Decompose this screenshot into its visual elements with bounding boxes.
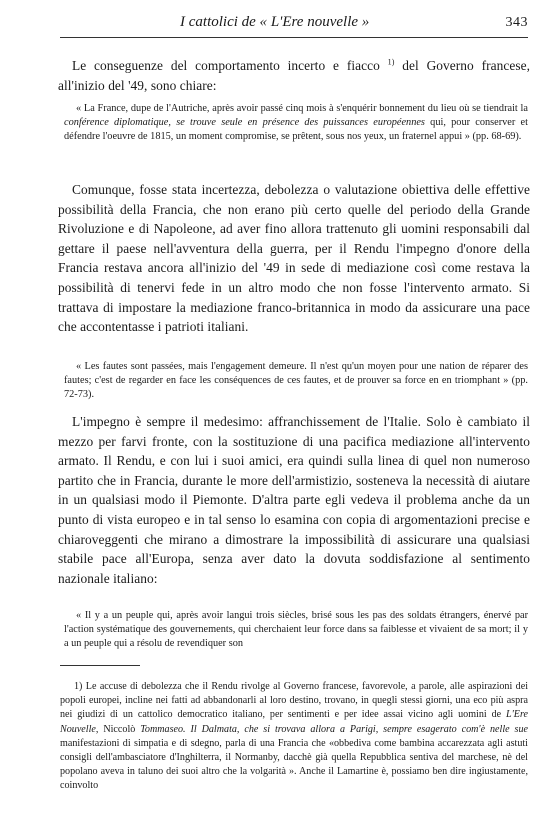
footnote — [60, 680, 528, 794]
header-rule — [60, 37, 528, 38]
paragraph-1-rest: del Governo francese, all'inizio del '49, sono chiare: — [58, 58, 530, 93]
quote-1-part-b: qui, pour conserver et défendre l'oeuvre de 1815, un moment compromise, se prêtent, sous nos yeux, un fraternel appui » (pp. 68-69). — [64, 117, 528, 143]
footnote-part-a: Le accuse di debolezza che il Rendu rivolge al Governo francese, favorevole, a parole, alle aspirazioni dei popoli europei, incline nei fatti ad abbandonarli al loro destino, trovano, in quegli stessi giorni, una eco più aspra nei giudizi di un cattolico democratico italiano, per sentimenti e per idee assai vicino agli uomini de — [60, 681, 528, 721]
paragraph-2: Comunque, fosse stata incertezza, debolezza o valutazione obiettiva delle effettive possibilità della Francia, che non erano più certo quelle del periodo della Grande Rivoluzione e di Napoleone, ad aver fino allora trattenuto gli uomini responsabili dal gettare il paese nell'avventura della guerra, per il Rendu l'impegno d'onore della Francia restava ancora all'inizio del '49 in sede di mediazione così come restava la possibilità di tenervi fede in un altro modo che non fosse l'intervento armato. Si trattava di impostare la mediazione franco-britannica in modo da assicurare una pace che accontentasse i patrioti italiani. — [58, 182, 530, 335]
footnote-italic-2: Tommaseo. Il Dalmata, che si trovava allora a Parigi, sempre esagerato com'è nelle sue — [140, 723, 529, 735]
page-number: 343 — [505, 15, 528, 30]
paragraph-3: L'impegno è sempre il medesimo: affranchissement de l'Italie. Solo è cambiato il mezzo per farvi fronte, con la sostituzione di una pacifica mediazione all'intervento armato. Il Rendu, e con lui i suoi amici, era quindi sulla linea di quel non numeroso partito che in Francia, durante le more dell'armistizio, sosteneva la necessità di aiutare in un qualsiasi modo il Piemonte. D'altra parte egli vedeva il problema anche da un punto di vista europeo e in tal senso lo esamina con copia di argomentazioni precise e chiaroveggenti che mirano a dimostrare la impossibilità di assicurare una qualsiasi stabile pace all'Europa, senza aver dato la dovuta soddisfazione al sentimento nazionale italiano: — [58, 414, 530, 586]
paragraph-1 — [58, 56, 530, 95]
footnote-part-c: manifestazioni di simpatia e di sdegno, parla di una Francia che «obbediva come bambina accarezzata agli astuti consigli dell'ambasciatore d'Inghilterra, il Normanby, dacchè già quella Repubblica sentiva del marchese, nè del popolano aveva in taluno dei suoi altro che la volgarità ». Anche il Lamartine è, possiamo ben dire ingiustamente, coinvolto — [60, 737, 528, 792]
running-title-work: L'Ere nouvelle — [270, 14, 359, 30]
running-title-prefix: I cattolici de « — [180, 14, 271, 30]
quote-2: « Les fautes sont passées, mais l'engagement demeure. Il n'est qu'un moyen pour une nation de réparer des fautes; c'est de regarder en face les conséquences de ces fautes, et de prouver sa force en en triomphant » (pp. 72-73). — [64, 361, 528, 401]
quote-1 — [64, 102, 528, 144]
footnote-mark: 1) — [74, 681, 83, 692]
quote-3: « Il y a un peuple qui, après avoir langui trois siècles, brisé sous les pas des soldats étrangers, énervé par l'action systématique des gouvernements, qui cherchaient leur force dans sa faiblesse et vivaient de sa mort; il y a un peuple qui a résolu de revendiquer son — [64, 610, 528, 650]
running-header — [180, 14, 528, 31]
footnote-part-b: , Niccolò — [95, 723, 141, 735]
footnote-rule — [60, 665, 140, 666]
quote-1-italic: conférence diplomatique, se trouve seule en présence des puissances européennes — [64, 117, 425, 129]
running-title-suffix: » — [358, 14, 370, 30]
running-title — [180, 14, 369, 31]
footnote-italic-1: L'Ere Nouvelle — [60, 709, 528, 735]
paragraph-1-text: Le conseguenze del comportamento incerto e fiacco — [72, 58, 388, 73]
quote-1-part-a: « La France, dupe de l'Autriche, après avoir passé cinq mois à s'enquérir bonnement du lieu où se tiendrait la — [76, 103, 528, 114]
footnote-ref: 1) — [387, 57, 395, 67]
